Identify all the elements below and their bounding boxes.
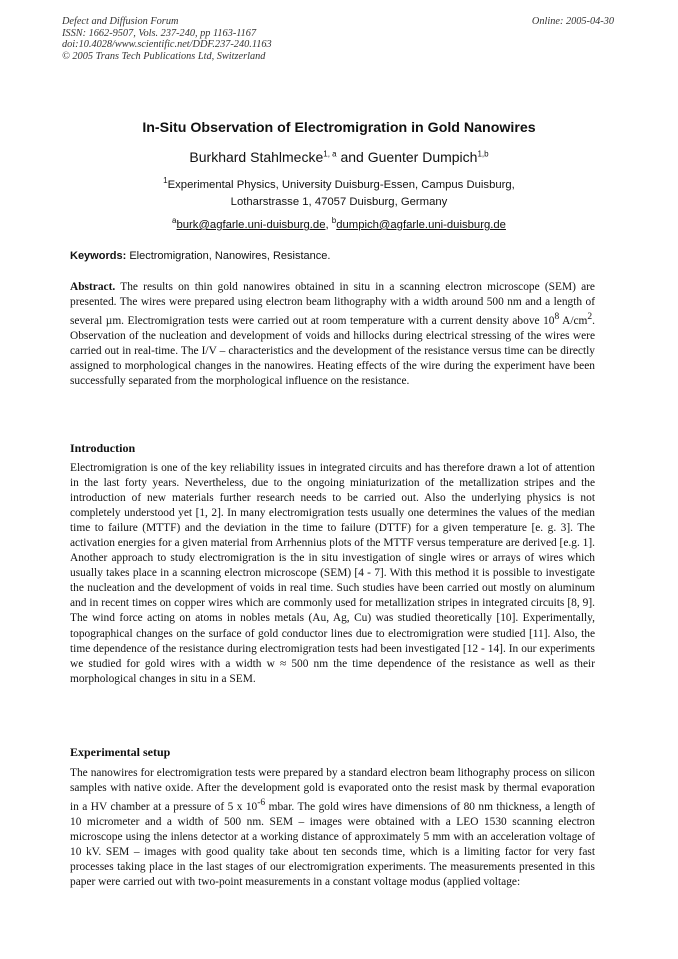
author-1-affiliation-mark: 1, a (323, 149, 337, 159)
keywords-text: Electromigration, Nanowires, Resistance. (129, 250, 331, 262)
introduction-body: Electromigration is one of the key reliability issues in integrated circuits and has therefore drawn a lot of attention in the last forty years. Nevertheless, due to the ongoing miniaturization of the metallization stripes and the introduction of new materials further research needs to be carried out. Also the underlying physics is not completely understood yet [1, 2]. In many electromigration tests usually one determines the values of the median time to failure (MTTF) and the deviation in the time to failure (DTTF) for a given temperature [e. g. 3]. The activation energies for a given material from Arrhennius plots of the MTTF versus temperature are derived [e.g. 1]. Another approach to study electromigration is the in situ investigation of single wires or arrays of wires which usually takes place in a scanning electron microscope (SEM) [4 - 7]. With this method it is possible to investigate the nucleation and the development of voids in real time. Such studies have been carried out mostly on aluminum and in recent times on copper wires which are commonly used for metallization stripes in integrated circuits [8, 9]. The wind force acting on atoms in nobles metals (Au, Ag, Cu) was studied theoretically [10]. Experimentally, topographical changes on the surface of gold conductor lines due to electromigration were studied [11]. Also, the time dependence of the resistance during electromigration tests had been investigated [12 - 14]. In our experiments we studied for gold wires with a width w ≈ 500 nm the time dependence of the resistance as well as their morphological changes in situ in a SEM. (70, 462, 595, 685)
author-conjunction: and (340, 149, 364, 165)
abstract (70, 280, 595, 389)
affiliation-mark: 1 (163, 176, 168, 185)
online-date: Online: 2005-04-30 (531, 16, 614, 27)
affiliation-line-1 (0, 176, 678, 191)
email-b-link[interactable]: dumpich@agfarle.uni-duisburg.de (336, 218, 506, 231)
journal-doi: doi:10.4028/www.scientific.net/DDF.237-240.1163 (62, 39, 272, 50)
setup-text-1: The nanowires for electromigration tests were prepared by a standard electron beam lithography process on silicon samples with native oxide. After the development gold is evaporated onto the resist mask by thermal evaporation in a HV chamber at a pressure of 5 x 10 (70, 767, 595, 813)
setup-body (70, 766, 595, 890)
author-line (0, 149, 678, 165)
abstract-text-1: The results on thin gold nanowires obtained in situ in a scanning electron microscope (SEM) are presented. The wires were prepared using electron beam lithography with a width around 500 nm and a length of several µm. Electromigration tests were carried out at room temperature with a current density above 10 (70, 281, 595, 327)
author-2: Guenter Dumpich (367, 149, 478, 165)
setup-text-2: mbar. The gold wires have dimensions of 80 nm thickness, a length of 10 micrometer and a width of 500 nm. SEM – images were obtained with a LEO 1530 scanning electron microscope using the inlens detector at a working distance of approximately 5 mm with an acceleration voltage of 10 kV. SEM – images with good quality take about ten seconds time, which is a limiting factor for very fast processes taking place in the last stages of our electromigration experiments. The measurements presented in this paper were carried out with two-point measurements in a constant voltage modus (applied voltage: (70, 800, 595, 889)
email-a-link[interactable]: burk@agfarle.uni-duisburg.de (176, 218, 326, 231)
abstract-exponent-1: 8 (554, 312, 560, 323)
affiliation-text-1: Experimental Physics, University Duisburg-Essen, Campus Duisburg, (167, 178, 515, 191)
email-a-mark: a (172, 216, 177, 225)
paper-title: In-Situ Observation of Electromigration in Gold Nanowires (142, 120, 536, 136)
journal-copyright: © 2005 Trans Tech Publications Ltd, Switzerland (62, 50, 266, 62)
abstract-label: Abstract. (70, 281, 116, 293)
author-2-affiliation-mark: 1,b (477, 149, 489, 159)
abstract-text-2: A/cm (559, 314, 588, 327)
email-b-mark: b (331, 216, 337, 225)
email-separator: , (325, 218, 329, 231)
setup-exponent: -6 (257, 798, 266, 809)
email-line (0, 216, 678, 231)
keywords-label: Keywords: (70, 250, 127, 262)
abstract-exponent-2: 2 (587, 312, 593, 323)
journal-issn: ISSN: 1662-9507, Vols. 237-240, pp 1163-1167 (62, 27, 257, 39)
affiliation-line-2: Lotharstrasse 1, 47057 Duisburg, Germany (230, 196, 448, 208)
journal-header (62, 16, 272, 62)
abstract-text-3: . Observation of the nucleation and development of voids and hillocks during electrical stressing of the wires were carried out in real-time. The I/V – characteristics and the development of the resistance versus time can be directly assigned to morphological changes in the nanowires. Heating effects of the wire during the experiment have been successfully separated from the morphological influence on the resistance. (70, 314, 596, 388)
introduction-heading: Introduction (70, 441, 136, 455)
author-1: Burkhard Stahlmecke (189, 149, 324, 165)
keywords (70, 250, 330, 262)
setup-heading: Experimental setup (70, 745, 171, 759)
journal-name: Defect and Diffusion Forum (62, 16, 179, 27)
